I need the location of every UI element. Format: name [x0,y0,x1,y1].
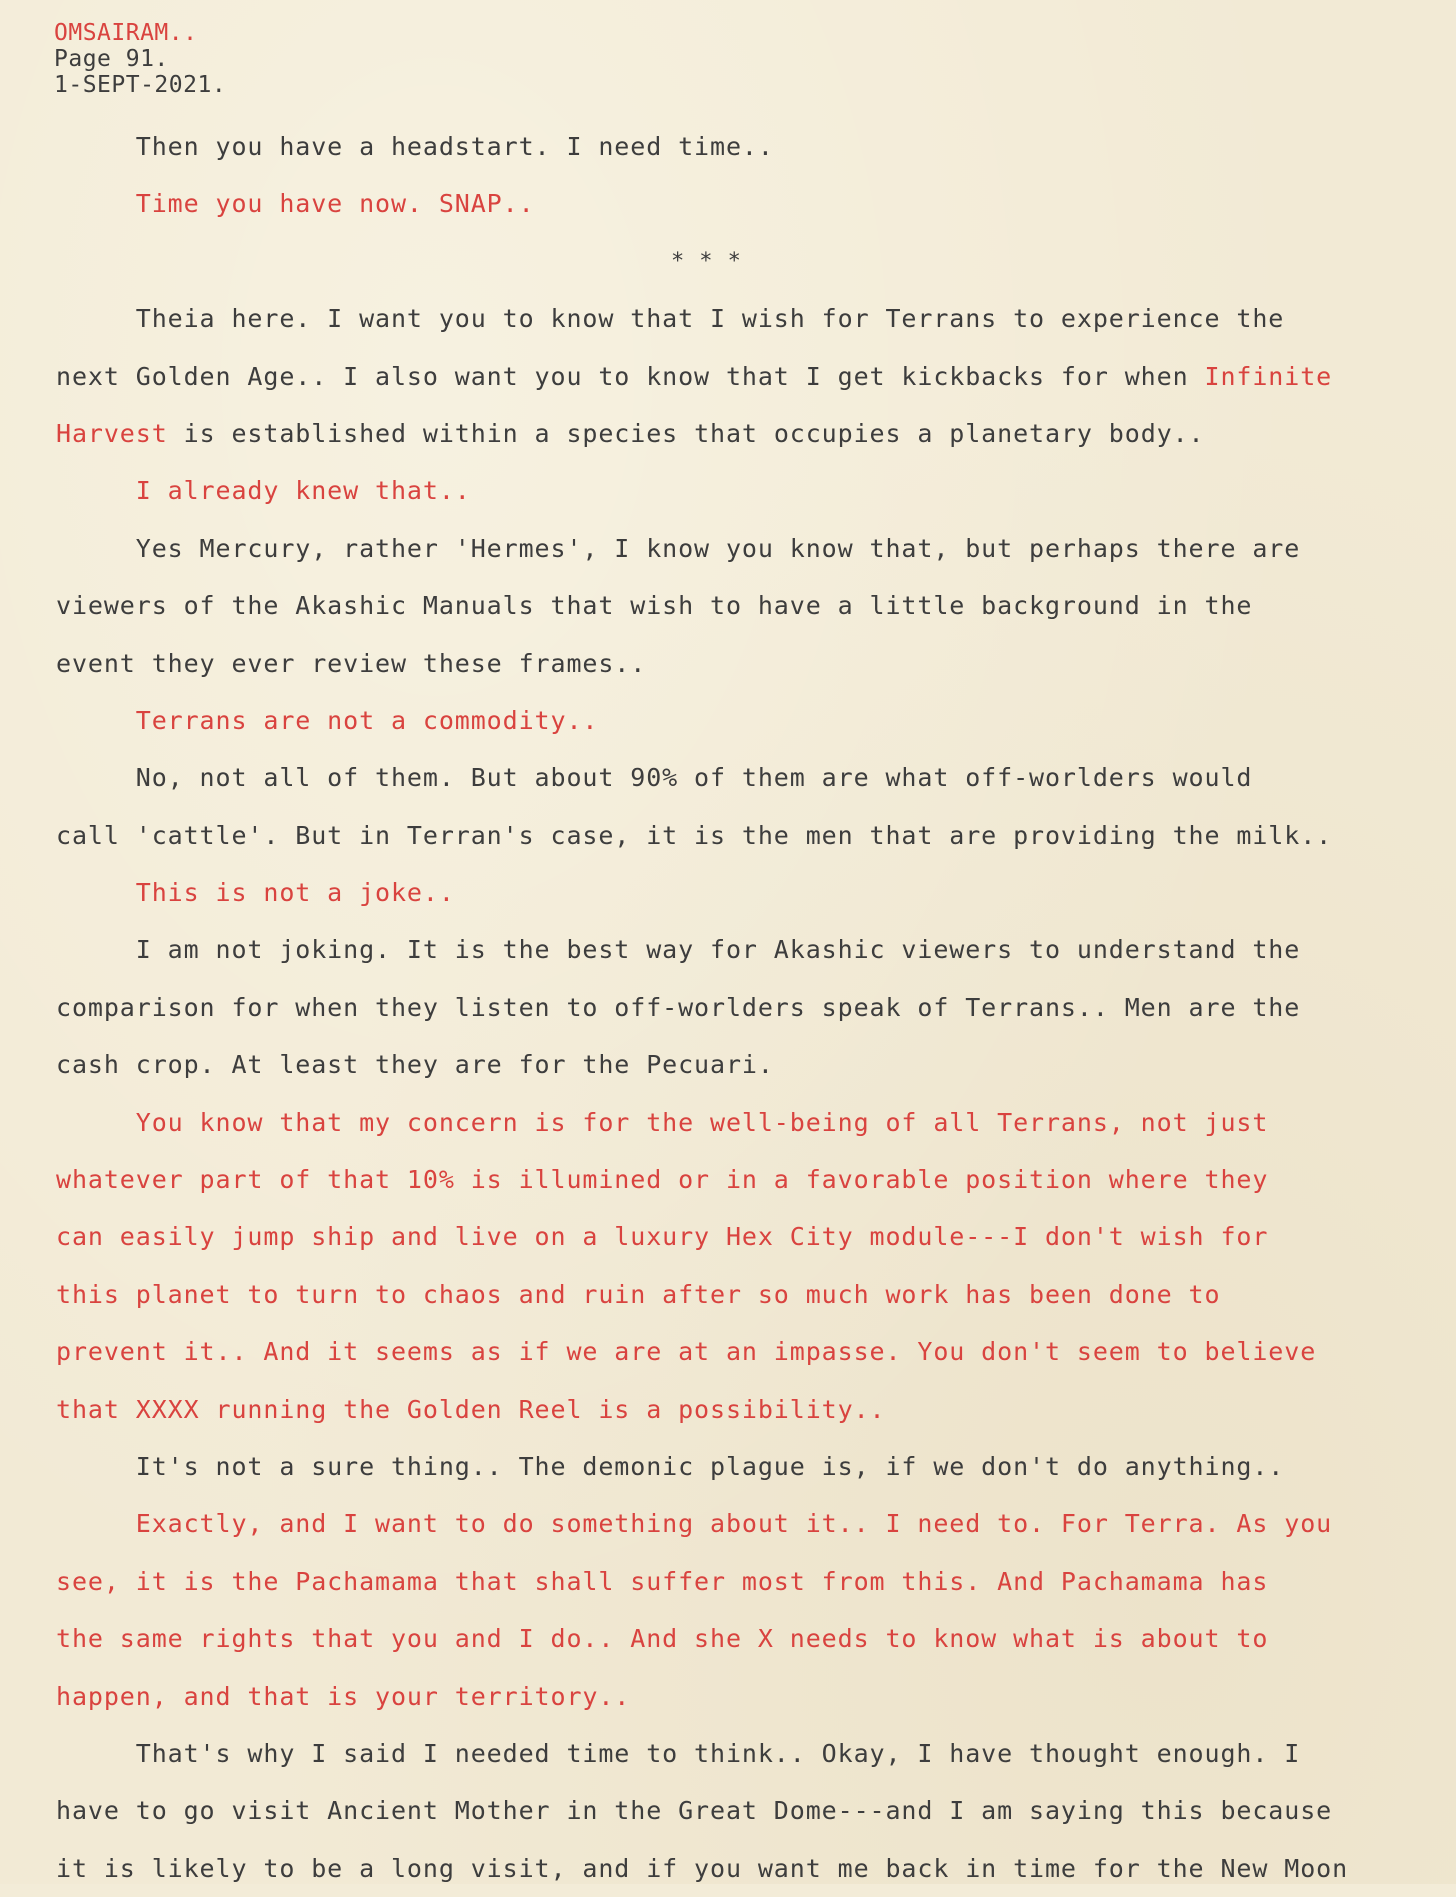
text-line [56,1840,1436,1897]
text-segment: that XXXX running the Golden Reel is a possibility.. [56,1394,886,1424]
text-line [56,1668,1436,1725]
text-line [56,1610,1436,1667]
text-segment: Time you have now. SNAP.. [56,189,535,219]
text-segment: You know that my concern is for the well-being of all Terrans, not just [56,1107,1269,1137]
text-line [56,1266,1436,1323]
text-segment: event they ever review these frames.. [56,648,647,678]
text-segment: I already knew that.. [56,476,471,506]
text-line [56,405,1436,462]
text-segment: Terrans are not a commodity.. [56,705,599,735]
text-segment: the same rights that you and I do.. And she X needs to know what is about to [56,1624,1269,1654]
header-title: OMSAIRAM.. [54,20,198,46]
text-line [56,118,1436,175]
text-segment: Yes Mercury, rather 'Hermes', I know you know that, but perhaps there are [56,533,1301,563]
text-segment: cash crop. At least they are for the Pecuari. [56,1050,774,1080]
text-segment: Infinite [1204,361,1333,391]
text-line [56,807,1436,864]
text-segment: call 'cattle'. But in Terran's case, it is the men that are providing the milk.. [56,820,1333,850]
text-line [56,1553,1436,1610]
text-segment: can easily jump ship and live on a luxury Hex City module---I don't wish for [56,1222,1269,1252]
text-segment: comparison for when they listen to off-worlders speak of Terrans.. Men are the [56,992,1301,1022]
text-segment: prevent it.. And it seems as if we are at an impasse. You don't seem to believe [56,1337,1317,1367]
text-segment: viewers of the Akashic Manuals that wish to have a little background in the [56,591,1253,621]
text-line [56,1438,1436,1495]
text-line [56,1782,1436,1839]
text-line [56,348,1436,405]
text-line [56,1094,1436,1151]
text-segment: This is not a joke.. [56,878,455,908]
text-segment: That's why I said I needed time to think.. Okay, I have thought enough. I [56,1738,1301,1768]
text-segment: happen, and that is your territory.. [56,1681,631,1711]
text-line [56,1495,1436,1552]
header-date: 1-SEPT-2021. [54,72,227,98]
text-segment: next Golden Age.. I also want you to know that I get kickbacks for when [56,361,1205,391]
text-segment: Harvest [56,418,168,448]
text-line [56,1323,1436,1380]
text-line [56,175,1436,232]
text-segment: whatever part of that 10% is illumined or in a favorable position where they [56,1165,1269,1195]
text-segment: Then you have a headstart. I need time.. [56,132,774,161]
text-line [56,1381,1436,1438]
text-segment: No, not all of them. But about 90% of them are what off-worlders would [56,763,1253,793]
text-line [56,635,1436,692]
text-line [56,577,1436,634]
text-segment: this planet to turn to chaos and ruin after so much work has been done to [56,1279,1221,1309]
header-page-number: Page 91. [54,46,169,72]
text-segment: I am not joking. It is the best way for Akashic viewers to understand the [56,935,1301,965]
document-body [56,118,1436,1897]
text-segment: have to go visit Ancient Mother in the Great Dome---and I am saying this because [56,1796,1333,1826]
text-line [56,520,1436,577]
text-line [56,921,1436,978]
text-line [56,1151,1436,1208]
text-line [56,290,1436,347]
page-header [54,20,226,98]
text-segment: it is likely to be a long visit, and if you want me back in time for the New Moon [56,1853,1349,1883]
text-line [56,692,1436,749]
text-segment: It's not a sure thing.. The demonic plague is, if we don't do anything.. [56,1451,1285,1481]
text-segment: Exactly, and I want to do something about it.. I need to. For Terra. As you [56,1509,1333,1539]
section-separator [56,233,1436,290]
text-line [56,1036,1436,1093]
text-segment: is established within a species that occupies a planetary body.. [167,418,1205,448]
text-segment: see, it is the Pachamama that shall suffer most from this. And Pachamama has [56,1566,1269,1596]
text-line [56,1208,1436,1265]
text-line [56,749,1436,806]
text-line [56,864,1436,921]
text-segment: Theia here. I want you to know that I wish for Terrans to experience the [56,304,1285,334]
text-segment: * * * [671,248,742,274]
text-line [56,979,1436,1036]
text-line [56,462,1436,519]
text-line [56,1725,1436,1782]
